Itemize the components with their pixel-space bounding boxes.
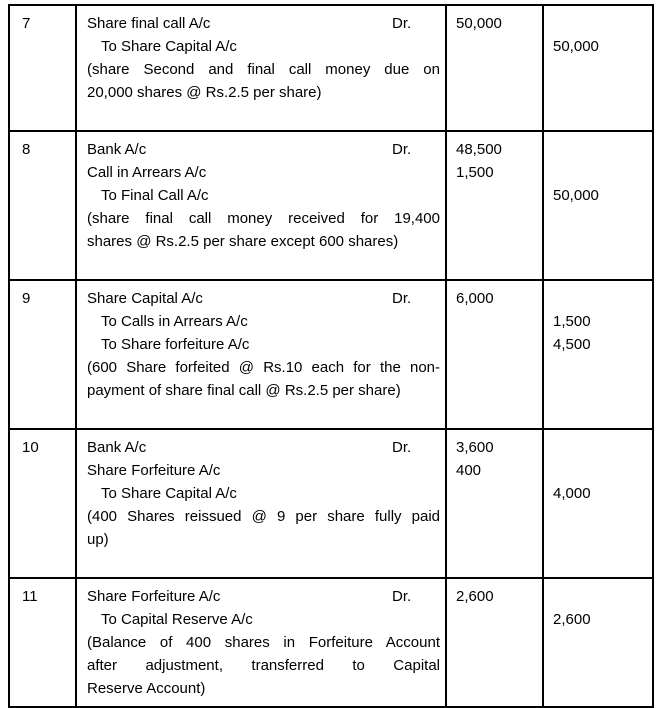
entry-number: 7	[22, 15, 31, 32]
credit-amount	[553, 585, 648, 608]
credit-account-line	[87, 310, 440, 333]
debit-amount-cell	[446, 280, 543, 429]
debit-amount-cell	[446, 578, 543, 707]
entry-number: 10	[22, 439, 39, 456]
debit-amount: 48,500	[456, 141, 502, 158]
entry-number: 9	[22, 290, 31, 307]
narration-line: Reserve Account)	[87, 680, 206, 697]
debit-amount-cell	[446, 131, 543, 280]
dr-label: Dr.	[392, 588, 412, 605]
credit-amount-cell	[543, 578, 653, 707]
entry-number-cell	[9, 280, 76, 429]
credit-amount-cell	[543, 131, 653, 280]
journal-entry-row	[9, 5, 653, 131]
journal-entry-row	[9, 578, 653, 707]
narration-line: (Balance of 400 shares in Forfeiture Account	[87, 634, 440, 651]
narration-line: (share final call money received for 19,400	[87, 210, 440, 227]
entry-number-cell	[9, 578, 76, 707]
account-name: To Share forfeiture A/c	[101, 336, 250, 353]
debit-account-line	[87, 138, 440, 161]
narration-line: (600 Share forfeited @ Rs.10 each for the non-	[87, 359, 440, 376]
credit-account-line	[87, 35, 440, 58]
narration-line: 20,000 shares @ Rs.2.5 per share)	[87, 84, 322, 101]
credit-amount	[553, 161, 648, 184]
journal-entry-row	[9, 131, 653, 280]
entry-number: 11	[22, 588, 38, 605]
debit-amount: 400	[456, 462, 482, 479]
dr-label: Dr.	[392, 15, 412, 32]
account-name: Share final call A/c	[87, 15, 211, 32]
credit-amount: 50,000	[553, 187, 599, 204]
narration-line: (share Second and final call money due on	[87, 61, 440, 78]
journal-entries-table-container	[8, 4, 654, 708]
credit-amount: 4,000	[553, 485, 591, 502]
debit-amount: 1,500	[456, 164, 494, 181]
entry-number-cell	[9, 131, 76, 280]
dr-label: Dr.	[392, 439, 412, 456]
narration-line: (400 Shares reissued @ 9 per share fully paid	[87, 508, 440, 525]
debit-amount: 3,600	[456, 439, 494, 456]
credit-account-line	[87, 482, 440, 505]
credit-amount-cell	[543, 429, 653, 578]
credit-amount: 50,000	[553, 38, 599, 55]
credit-amount	[553, 12, 648, 35]
account-name: Share Forfeiture A/c	[87, 462, 221, 479]
account-name: Call in Arrears A/c	[87, 164, 207, 181]
credit-amount: 1,500	[553, 313, 591, 330]
entry-number-cell	[9, 5, 76, 131]
credit-amount	[553, 436, 648, 459]
account-name: To Capital Reserve A/c	[101, 611, 253, 628]
particulars-cell	[76, 578, 446, 707]
account-name: To Final Call A/c	[101, 187, 209, 204]
entry-number-cell	[9, 429, 76, 578]
credit-account-line	[87, 333, 440, 356]
particulars-cell	[76, 5, 446, 131]
credit-account-line	[87, 608, 440, 631]
debit-amount: 50,000	[456, 15, 502, 32]
credit-amount: 4,500	[553, 336, 591, 353]
debit-amount-cell	[446, 5, 543, 131]
credit-amount: 2,600	[553, 611, 591, 628]
debit-account-line	[87, 436, 440, 459]
journal-entry-row	[9, 280, 653, 429]
account-name: Bank A/c	[87, 141, 147, 158]
debit-amount-cell	[446, 429, 543, 578]
credit-account-line	[87, 184, 440, 207]
journal-entries-table	[8, 4, 654, 708]
debit-amount: 6,000	[456, 290, 494, 307]
debit-account-line	[87, 12, 440, 35]
credit-amount-cell	[543, 280, 653, 429]
particulars-cell	[76, 131, 446, 280]
dr-label: Dr.	[392, 290, 412, 307]
account-name: Share Capital A/c	[87, 290, 203, 307]
journal-entry-row	[9, 429, 653, 578]
narration-line: shares @ Rs.2.5 per share except 600 shares)	[87, 233, 399, 250]
account-name: To Share Capital A/c	[101, 485, 237, 502]
credit-amount	[553, 287, 648, 310]
credit-amount-cell	[543, 5, 653, 131]
account-name: To Calls in Arrears A/c	[101, 313, 248, 330]
credit-amount	[553, 138, 648, 161]
particulars-cell	[76, 429, 446, 578]
narration-line: payment of share final call @ Rs.2.5 per share)	[87, 382, 401, 399]
debit-account-line	[87, 459, 440, 482]
account-name: Bank A/c	[87, 439, 147, 456]
debit-account-line	[87, 161, 440, 184]
account-name: To Share Capital A/c	[101, 38, 237, 55]
debit-account-line	[87, 287, 440, 310]
debit-account-line	[87, 585, 440, 608]
narration-line: up)	[87, 531, 109, 548]
entry-number: 8	[22, 141, 31, 158]
dr-label: Dr.	[392, 141, 412, 158]
particulars-cell	[76, 280, 446, 429]
debit-amount: 2,600	[456, 588, 494, 605]
narration-line: after adjustment, transferred to Capital	[87, 657, 440, 674]
account-name: Share Forfeiture A/c	[87, 588, 221, 605]
credit-amount	[553, 459, 648, 482]
